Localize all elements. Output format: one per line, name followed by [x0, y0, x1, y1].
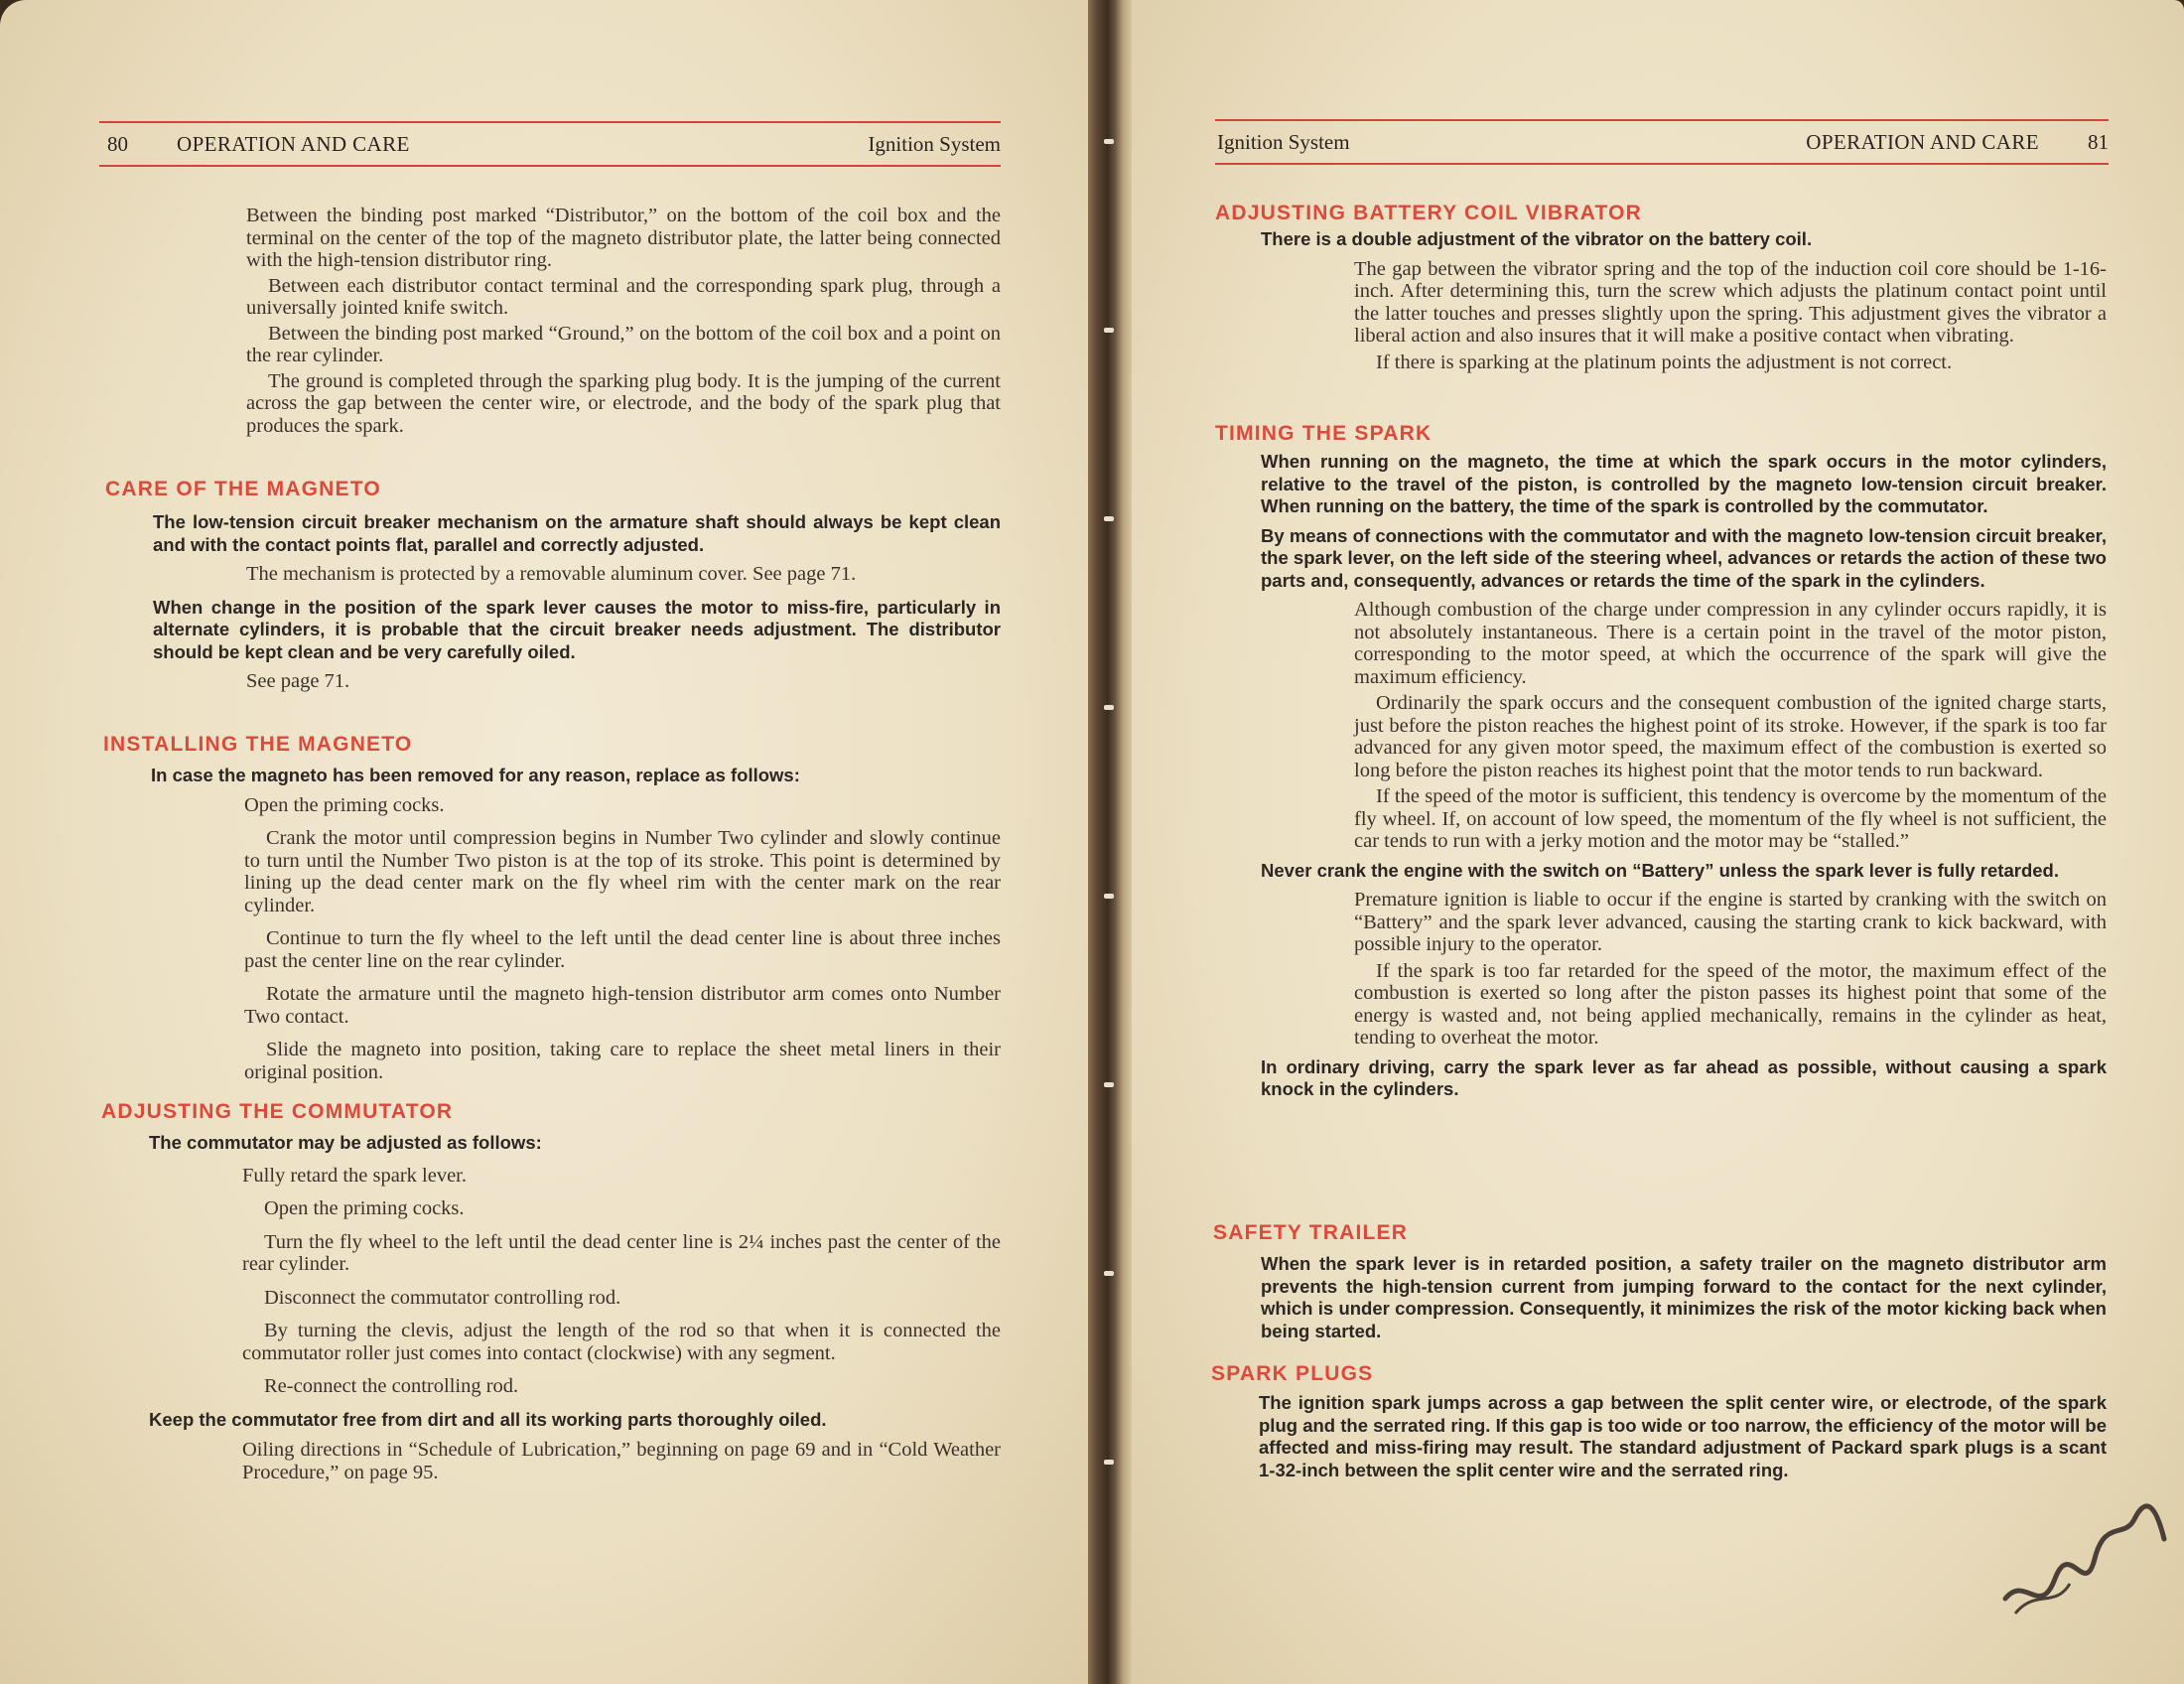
safety-trailer-lead: When the spark lever is in retarded position, a safety trailer on the magneto distributor arm prevents the high-tension current from jumping forward to the contact for the next cylinder, which is under compression. Consequently, it minimizes the risk of the motor kicking back when being started. — [1261, 1253, 2107, 1341]
commutator-step: Re-connect the controlling rod. — [264, 1375, 519, 1397]
battery-coil-heading: ADJUSTING BATTERY COIL VIBRATOR — [1215, 202, 1643, 224]
book-spine — [1088, 0, 1132, 1684]
installing-magneto-body — [151, 765, 1001, 1083]
left-page — [0, 0, 1088, 1684]
spark-plugs-body — [1259, 1392, 2107, 1481]
commutator-step: Turn the fly wheel to the left until the dead center line is 2¼ inches past the center of the rear cylinder. — [242, 1230, 1001, 1275]
running-head: OPERATION AND CARE — [1806, 130, 2039, 154]
timing-spark-paragraph: Although combustion of the charge under compression in any cylinder occurs rapidly, it is not absolutely instantaneous. There is a certain point in the travel of the motor piston, corresponding to the motor speed, at which the occurrence of the spark will give the maximum efficiency. — [1354, 599, 2107, 688]
care-magneto-lead: The low-tension circuit breaker mechanism on the armature shaft should always be kept clean and with the contact points flat, parallel and correctly adjusted. — [153, 511, 1001, 555]
spine-stitch — [1104, 139, 1114, 144]
timing-spark-paragraph: Ordinarily the spark occurs and the consequent combustion of the ignited charge starts, just before the piston reaches the highest point of its stroke. However, if the spark is too far advanced for any given motor speed, the maximum effect of the combustion is exerted so long before the piston reaches its highest point that the motor tends to run backward. — [1354, 692, 2107, 781]
commutator-note: Oiling directions in “Schedule of Lubrication,” beginning on page 69 and in “Cold Weather Procedure,” on page 95. — [242, 1439, 1001, 1483]
spine-stitch — [1104, 1271, 1114, 1276]
spine-stitch — [1104, 894, 1114, 899]
battery-coil-paragraph: If there is sparking at the platinum points the adjustment is not correct. — [1376, 351, 1953, 373]
commutator-step: By turning the clevis, adjust the length of the rod so that when it is connected the commutator roller just comes into contact (clockwise) with any segment. — [242, 1320, 1001, 1364]
commutator-step: Fully retard the spark lever. — [242, 1164, 468, 1187]
care-magneto-lead-2: When change in the position of the spark lever causes the motor to miss-fire, particularly in alternate cylinders, it is probable that the circuit breaker needs adjustment. The distributor should be kept clean and be very carefully oiled. — [153, 596, 1001, 662]
installing-magneto-lead: In case the magneto has been removed for any reason, replace as follows: — [151, 765, 800, 785]
left-page-header — [99, 121, 1001, 167]
care-magneto-note: The mechanism is protected by a removable aluminum cover. See page 71. — [246, 563, 857, 585]
spine-stitch — [1104, 328, 1114, 333]
page-number: 81 — [2088, 130, 2109, 154]
battery-coil-lead: There is a double adjustment of the vibrator on the battery coil. — [1261, 228, 1813, 249]
intro-block — [246, 205, 1001, 437]
spine-stitch — [1104, 1082, 1114, 1087]
commutator-lead-2: Keep the commutator free from dirt and all its working parts thoroughly oiled. — [149, 1408, 827, 1430]
section-head: Ignition System — [1217, 130, 1350, 154]
battery-coil-paragraph: The gap between the vibrator spring and the top of the induction coil core should be 1-16-inch. After determining this, turn the screw which adjusts the platinum contact point until the latter touches and presses slightly upon the spring. This adjustment gives the vibrator a liberal action and also insures that it will make a positive contact when vibrating. — [1354, 257, 2107, 347]
timing-spark-body — [1261, 451, 2107, 1101]
commutator-step: Open the priming cocks. — [264, 1197, 465, 1219]
installing-magneto-heading: INSTALLING THE MAGNETO — [103, 733, 413, 756]
intro-paragraph: Between each distributor contact terminal and the corresponding spark plug, through a universally jointed knife switch. — [246, 274, 1001, 319]
spine-stitch — [1104, 705, 1114, 710]
timing-spark-paragraph: Premature ignition is liable to occur if the engine is started by cranking with the switch on “Battery” and the spark lever advanced, causing the starting crank to kick backward, with possible injury to the operator. — [1354, 889, 2107, 955]
spine-stitch — [1104, 1460, 1114, 1465]
commutator-step: Disconnect the commutator controlling rod. — [264, 1286, 621, 1309]
safety-trailer-heading: SAFETY TRAILER — [1213, 1221, 1409, 1244]
adjusting-commutator-body — [149, 1132, 1001, 1483]
spark-plugs-lead: The ignition spark jumps across a gap between the split center wire, or electrode, of the spark plug and the serrated ring. If this gap is too wide or too narrow, the efficiency of the motor will be affected and miss-firing may result. The standard adjustment of Packard spark plugs is a scant 1-32-inch between the split center wire and the serrated ring. — [1259, 1392, 2107, 1480]
install-step: Continue to turn the fly wheel to the left until the dead center line is about three inches past the center line on the rear cylinder. — [244, 927, 1001, 972]
care-magneto-heading: CARE OF THE MAGNETO — [105, 478, 381, 500]
battery-coil-body — [1261, 228, 2107, 373]
timing-spark-lead-2: By means of connections with the commutator and with the magneto low-tension circuit breaker, the spark lever, on the left side of the steering wheel, advances or retards the action of these two parts and, consequently, advances or retards the time of the spark in the cylinders. — [1261, 524, 2107, 591]
page-number: 80 — [107, 132, 128, 156]
commutator-lead: The commutator may be adjusted as follows: — [149, 1132, 542, 1153]
timing-spark-lead: When running on the magneto, the time at which the spark occurs in the motor cylinders, relative to the travel of the piston, is controlled by the magneto low-tension circuit breaker. When running on the battery, the time of the spark is controlled by the commutator. — [1261, 451, 2107, 516]
intro-paragraph: Between the binding post marked “Ground,” on the bottom of the coil box and a point on the rear cylinder. — [246, 322, 1001, 366]
care-magneto-body — [153, 511, 1001, 693]
running-head: OPERATION AND CARE — [177, 132, 410, 156]
adjusting-commutator-heading: ADJUSTING THE COMMUTATOR — [101, 1100, 454, 1123]
timing-spark-warning: Never crank the engine with the switch on “Battery” unless the spark lever is fully retarded. — [1261, 859, 2059, 881]
timing-spark-lead-4: In ordinary driving, carry the spark lever as far ahead as possible, without causing a spark knock in the cylinders. — [1261, 1055, 2107, 1099]
safety-trailer-body — [1261, 1253, 2107, 1342]
section-head: Ignition System — [868, 132, 1001, 156]
spine-stitch — [1104, 516, 1114, 521]
handwritten-scribble — [1995, 1479, 2174, 1628]
right-page-header — [1215, 119, 2109, 165]
install-step: Slide the magneto into position, taking care to replace the sheet metal liners in their original position. — [244, 1039, 1001, 1083]
timing-spark-paragraph: If the speed of the motor is sufficient, this tendency is overcome by the momentum of the fly wheel. If, on account of low speed, the momentum of the fly wheel is not sufficient, the car tends to run with a jerky motion and the motor may be “stalled.” — [1354, 785, 2107, 852]
timing-spark-paragraph: If the spark is too far retarded for the speed of the motor, the maximum effect of the combustion is exerted so long after the piston passes its highest point that some of the energy is wasted and, not being applied mechanically, remains in the cylinder as heat, tending to overheat the motor. — [1354, 959, 2107, 1049]
spark-plugs-heading: SPARK PLUGS — [1211, 1362, 1374, 1385]
care-magneto-note-2: See page 71. — [246, 670, 350, 692]
timing-spark-heading: TIMING THE SPARK — [1215, 422, 1433, 445]
install-step: Rotate the armature until the magneto high-tension distributor arm comes onto Number Two contact. — [244, 983, 1001, 1028]
install-step: Crank the motor until compression begins in Number Two cylinder and slowly continue to turn until the Number Two piston is at the top of its stroke. This point is determined by lining up the dead center mark on the fly wheel rim with the center mark on the rear cylinder. — [244, 827, 1001, 916]
install-step: Open the priming cocks. — [244, 793, 445, 816]
intro-paragraph: The ground is completed through the sparking plug body. It is the jumping of the current across the gap between the center wire, or electrode, and the body of the spark plug that produces the spark. — [246, 369, 1001, 437]
intro-paragraph: Between the binding post marked “Distributor,” on the bottom of the coil box and the terminal on the center of the top of the magneto distributor plate, the latter being connected with the high-tension distributor ring. — [246, 205, 1001, 271]
right-page — [1132, 0, 2184, 1684]
